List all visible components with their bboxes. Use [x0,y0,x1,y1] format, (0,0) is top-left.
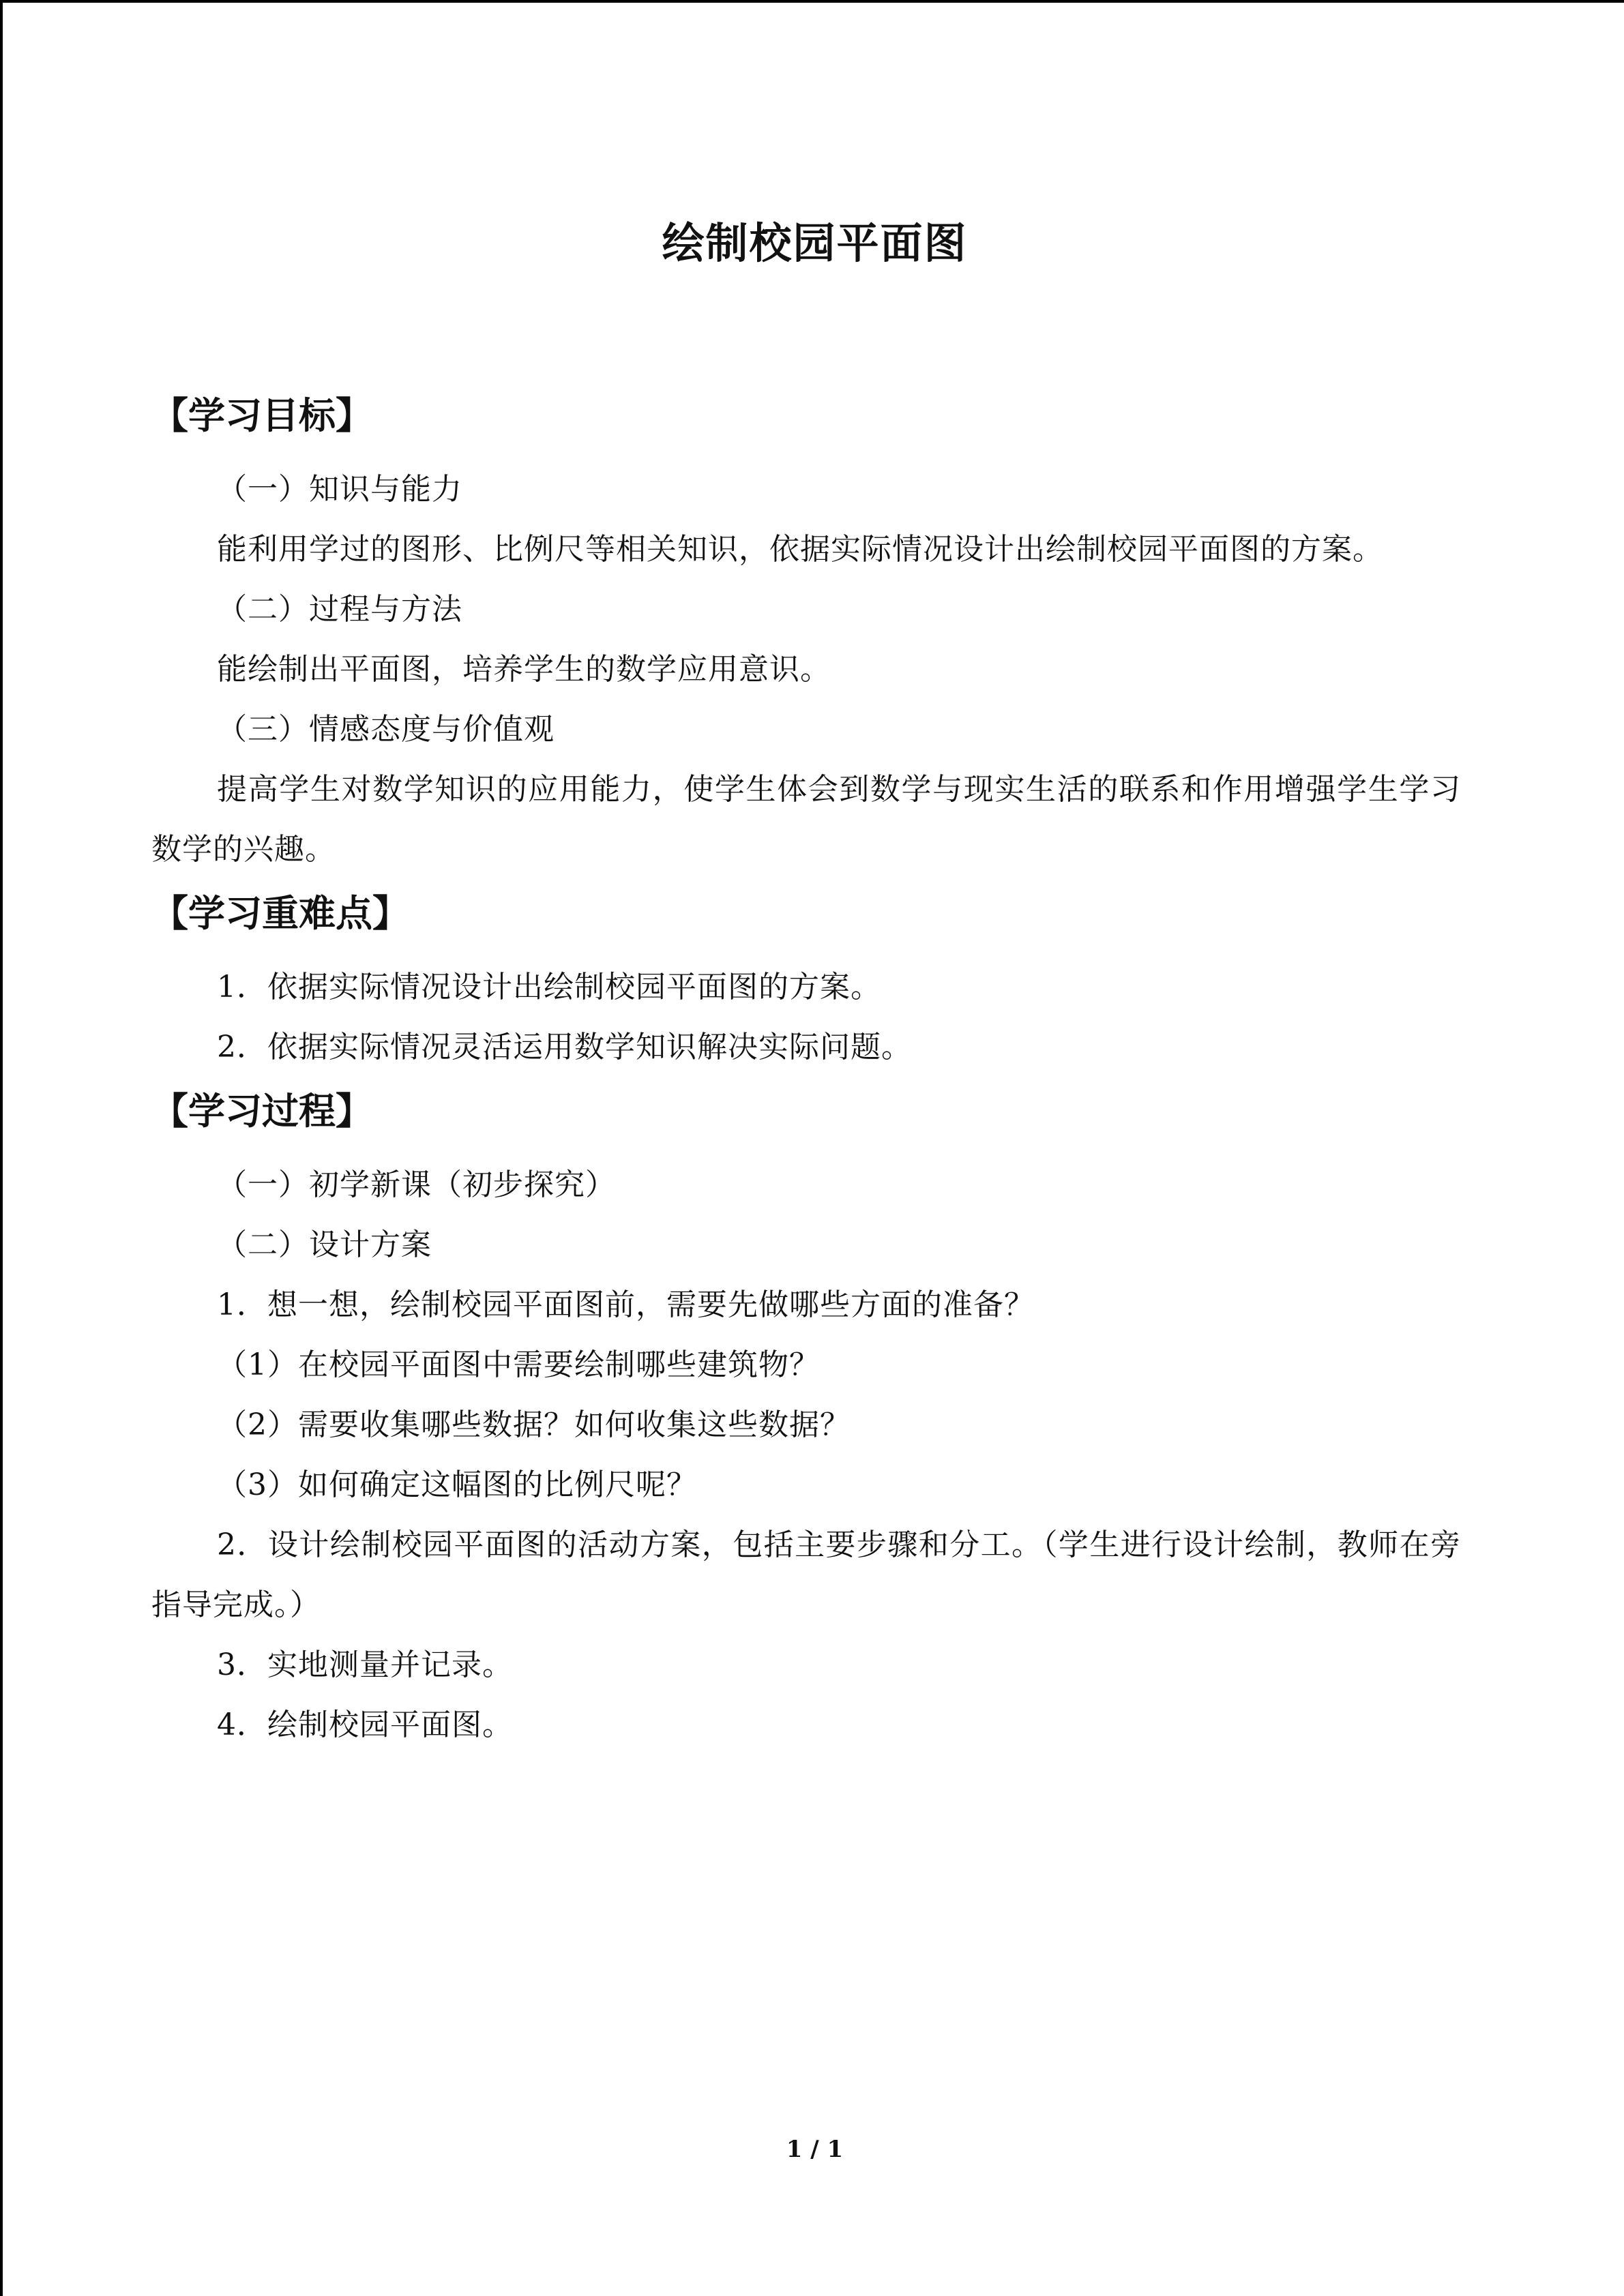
paragraph: （2）需要收集哪些数据？如何收集这些数据？ [217,1407,851,1442]
paragraph: （一）初学新课（初步探究） [217,1167,616,1202]
paragraph: （一）知识与能力 [217,472,462,507]
paragraph: （二）过程与方法 [217,592,462,627]
document-body [151,382,1461,1755]
page-number: 1 / 1 [786,2136,844,2163]
paragraph: （1）在校园平面图中需要绘制哪些建筑物？ [217,1347,820,1382]
paragraph: 提高学生对数学知识的应用能力，使学生体会到数学与现实生活的联系和作用增强学生学习数学的兴趣。 [151,772,1461,867]
paragraph: 3．实地测量并记录。 [217,1648,513,1682]
paragraph: （三）情感态度与价值观 [217,712,555,747]
section-heading-learning-goals: 【学习目标】 [151,394,372,437]
paragraph: 4．绘制校园平面图。 [217,1708,513,1742]
section-heading-learning-process: 【学习过程】 [151,1090,372,1133]
section-heading-key-points: 【学习重难点】 [151,892,409,935]
paragraph: 1．依据实际情况设计出绘制校园平面图的方案。 [217,970,881,1004]
document-title: 绘制校园平面图 [662,218,968,268]
paragraph: （二）设计方案 [217,1227,432,1262]
paragraph: （3）如何确定这幅图的比例尺呢？ [217,1467,697,1502]
paragraph: 2．依据实际情况灵活运用数学知识解决实际问题。 [217,1030,912,1064]
paragraph: 能利用学过的图形、比例尺等相关知识，依据实际情况设计出绘制校园平面图的方案。 [217,532,1383,567]
paragraph: 能绘制出平面图，培养学生的数学应用意识。 [217,652,831,687]
paragraph: 2．设计绘制校园平面图的活动方案，包括主要步骤和分工。（学生进行设计绘制，教师在旁指导完成。） [151,1527,1461,1622]
paragraph: 1．想一想，绘制校园平面图前，需要先做哪些方面的准备？ [217,1287,1035,1322]
